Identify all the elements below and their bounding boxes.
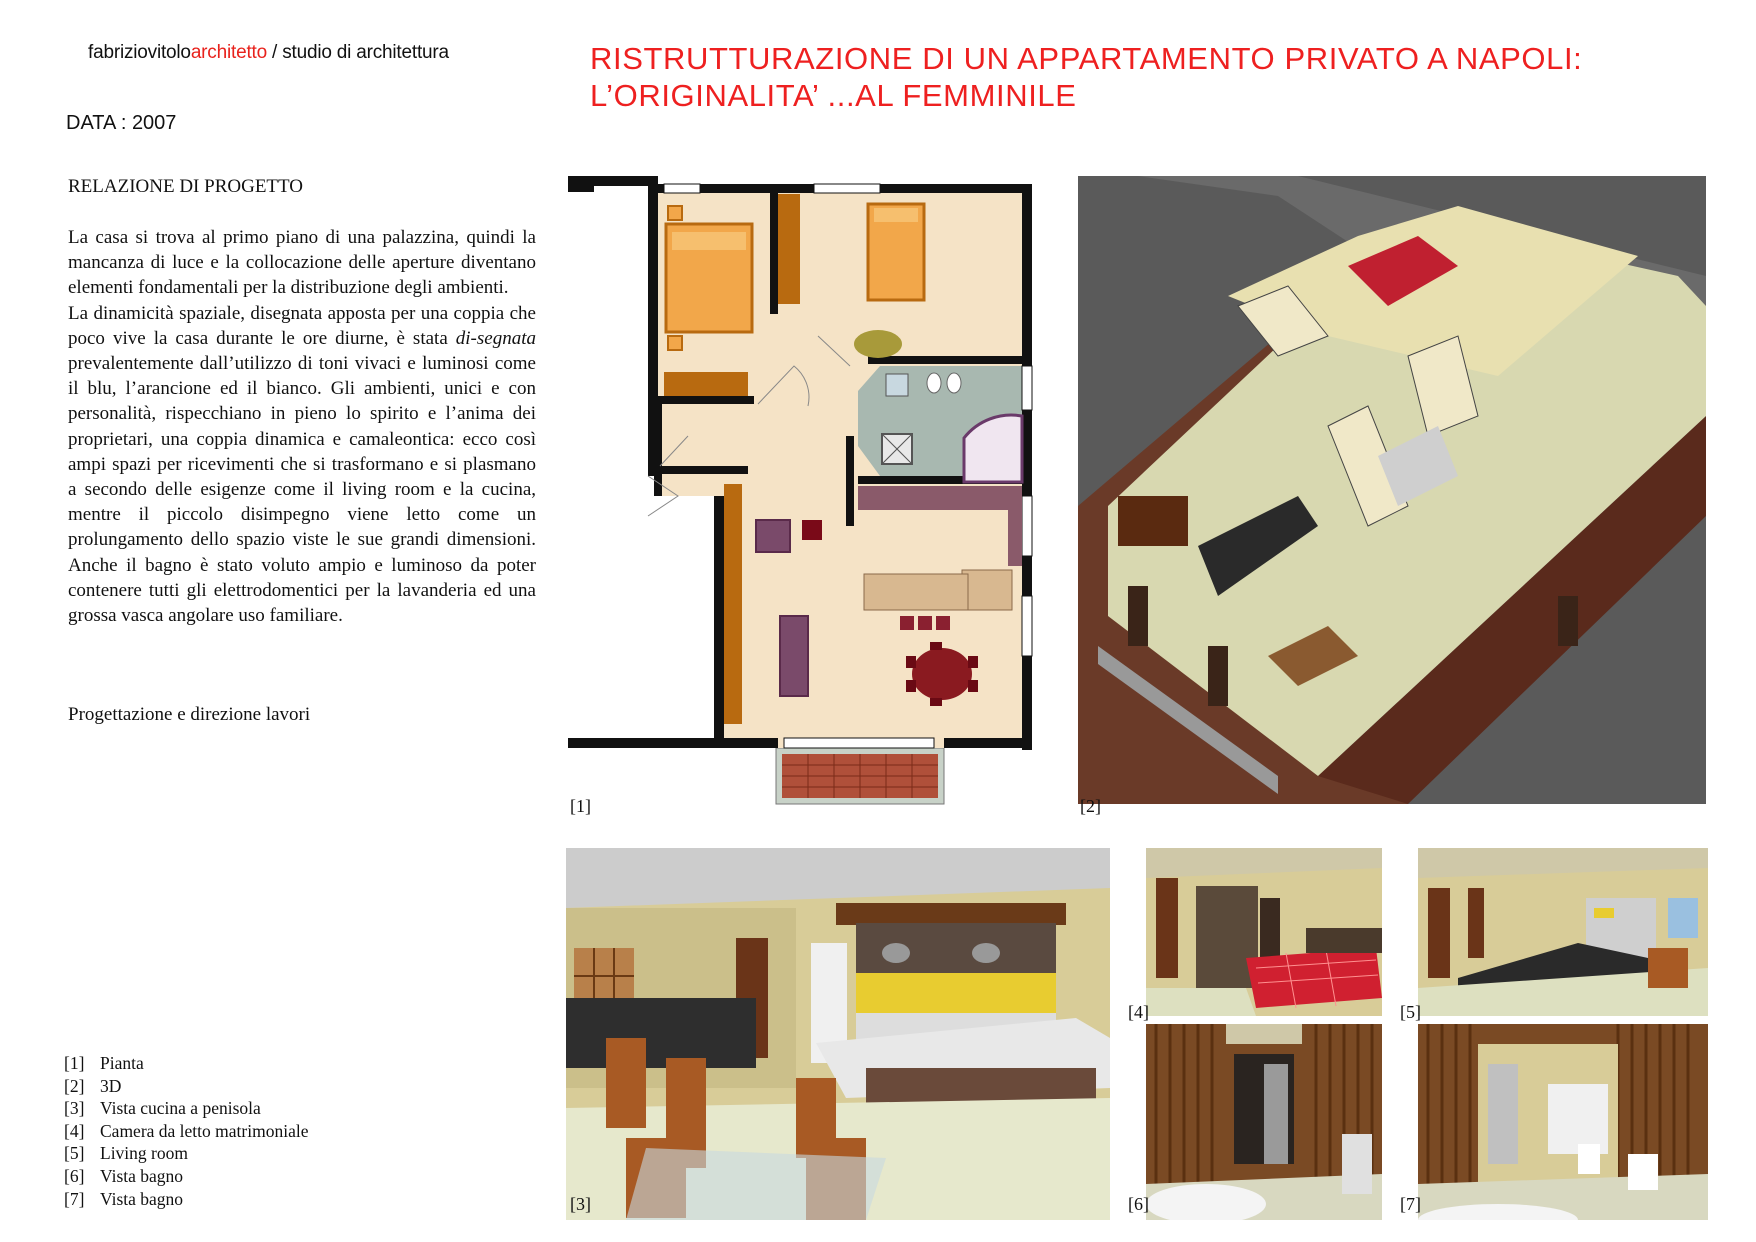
legend-num: [2] [64, 1075, 85, 1096]
figure-3-label: [3] [570, 1194, 591, 1214]
report-paragraph-1: La casa si trova al primo piano di una palazzina, quindi la mancanza di luce e la collocazione delle aperture diventano elementi fondamentali per la distribuzione degli ambienti. [68, 227, 536, 299]
legend-label: Vista bagno [100, 1165, 184, 1186]
figure-6-label: [6] [1128, 1194, 1149, 1214]
figure-2-label: [2] [1080, 796, 1101, 816]
bedroom-view-figure [1146, 848, 1382, 1016]
title-line-1: RISTRUTTURAZIONE DI UN APPARTAMENTO PRIVATO A NAPOLI: [590, 41, 1583, 76]
figure-5-label: [5] [1400, 1002, 1421, 1022]
report-p2-start: La dinamicità spaziale, disegnata apposta per una coppia che poco vive la casa durante le ore diurne, è stata [68, 302, 536, 349]
legend-num: [1] [64, 1053, 85, 1073]
legend-label: Vista cucina a penisola [100, 1098, 261, 1119]
legend-num: [5] [64, 1143, 85, 1164]
legend-num: [3] [64, 1098, 85, 1119]
kitchen-view-render [566, 848, 1110, 1220]
living-room-render [1418, 848, 1708, 1016]
studio-name-suffix: / studio di architettura [266, 42, 449, 63]
legend-item [64, 1142, 308, 1165]
kitchen-view-figure [566, 848, 1110, 1220]
legend-label: 3D [100, 1075, 122, 1096]
report-paragraph-2 [68, 301, 536, 629]
legend-label: Vista bagno [100, 1188, 184, 1209]
credit-line: Progettazione e direzione lavori [68, 704, 311, 725]
legend-item [64, 1097, 308, 1120]
title-line-2: L’ORIGINALITA’ ...AL FEMMINILE [590, 78, 1077, 113]
report-heading: RELAZIONE DI PROGETTO [68, 176, 304, 197]
legend-num: [6] [64, 1165, 85, 1186]
project-date: DATA : 2007 [66, 112, 177, 134]
report-p2-italic: di-segnata [455, 327, 536, 349]
legend-label: Pianta [100, 1053, 144, 1073]
legend-item [64, 1165, 308, 1188]
living-room-figure [1418, 848, 1708, 1016]
bedroom-view-render [1146, 848, 1382, 1016]
legend-item [64, 1188, 308, 1211]
legend-item [64, 1052, 308, 1075]
legend-num: [4] [64, 1120, 85, 1141]
bathroom-view-2-render [1418, 1024, 1708, 1220]
axonometric-figure [1078, 176, 1706, 804]
page-title [590, 40, 1582, 114]
bathroom-view-2-figure [1418, 1024, 1708, 1220]
studio-name-main: fabriziovitolo [88, 42, 191, 63]
figure-1-label: [1] [570, 796, 591, 816]
axonometric-drawing [1078, 176, 1706, 804]
legend-item [64, 1075, 308, 1098]
report-p2-end: prevalentemente dall’utilizzo di toni vivaci e luminosi come il blu, l’arancione ed il bianco. Gli ambienti, unici e con personalità, rispecchiano in pieno lo spirito e l’anima dei proprietari, una coppia dinamica e camaleontica: ecco così ampi spazi per ricevimenti che si trasformano e si plasmano a secondo delle esigenze come il living room e la cucina, mentre il piccolo disimpegno viene letto come un prolungamento dello spazio viste le sue grandi dimensioni. Anche il bagno è stato voluto ampio e luminoso da poter contenere tutti gli elettrodomentici per la lavanderia ed una grossa vasca angolare uso familiare. [68, 353, 536, 627]
legend-label: Living room [100, 1143, 188, 1164]
studio-name [88, 42, 449, 64]
report-body [68, 225, 536, 628]
figure-4-label: [4] [1128, 1002, 1149, 1022]
floor-plan-drawing [568, 176, 1038, 808]
legend-label: Camera da letto matrimoniale [100, 1120, 309, 1141]
bathroom-view-1-render [1146, 1024, 1382, 1220]
floor-plan-figure [568, 176, 1038, 808]
legend-num: [7] [64, 1188, 85, 1209]
bathroom-view-1-figure [1146, 1024, 1382, 1220]
figure-legend [64, 1052, 308, 1210]
studio-name-accent: architetto [190, 42, 267, 63]
legend-item [64, 1120, 308, 1143]
figure-7-label: [7] [1400, 1194, 1421, 1214]
